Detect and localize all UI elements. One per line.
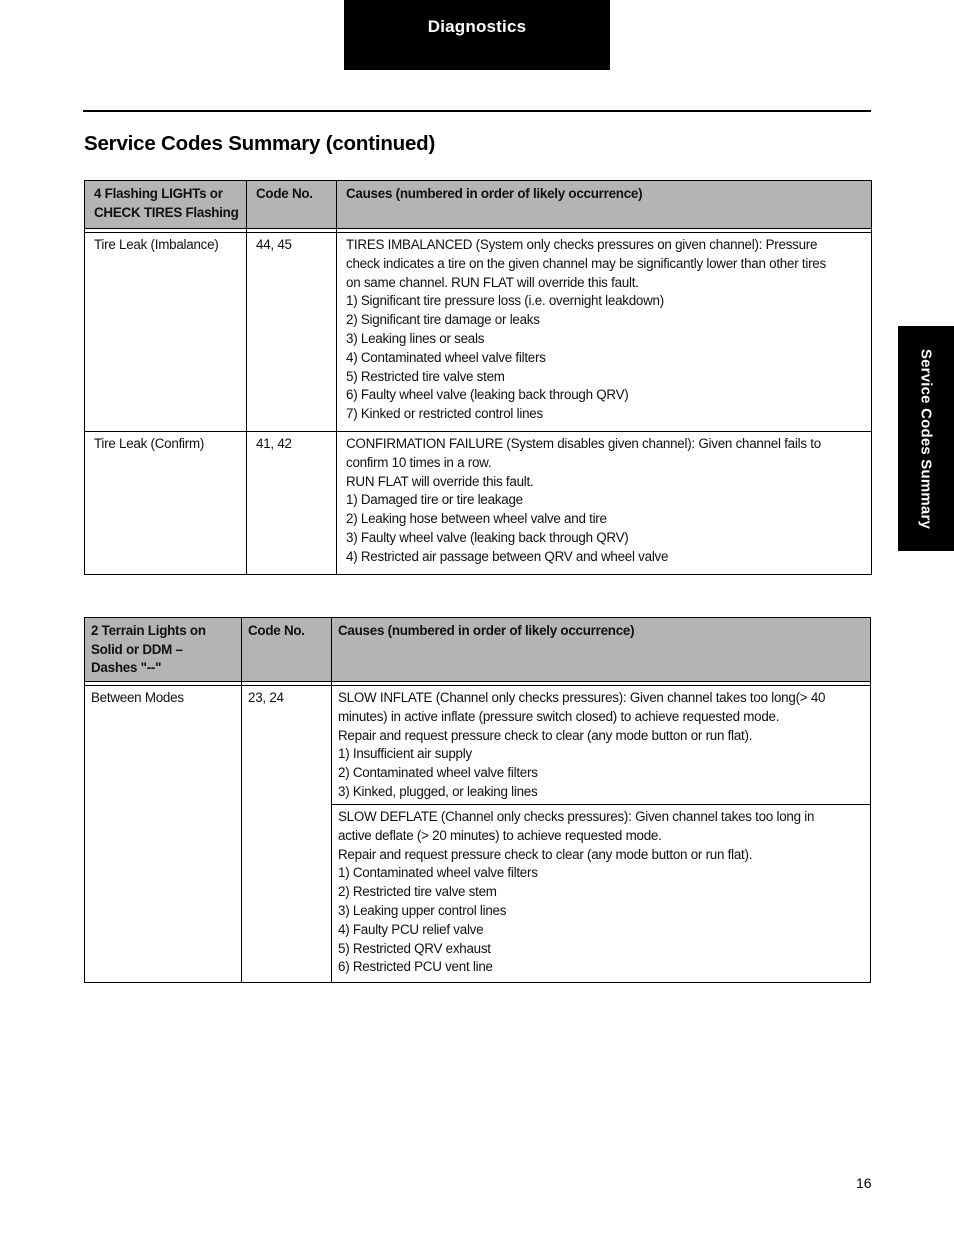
cause-line: 3) Kinked, plugged, or leaking lines xyxy=(338,783,538,799)
cause-line: 1) Insufficient air supply xyxy=(338,746,472,762)
row-causes-inflate xyxy=(332,686,871,805)
cause-line: confirm 10 times in a row. xyxy=(346,454,492,470)
cause-line: RUN FLAT will override this fault. xyxy=(346,473,534,489)
cause-line: 4) Contaminated wheel valve filters xyxy=(346,349,546,365)
column-header-condition xyxy=(85,618,242,682)
column-header-condition xyxy=(85,181,247,229)
cause-line: 3) Leaking upper control lines xyxy=(338,902,507,918)
service-codes-table-terrain xyxy=(84,617,871,983)
page-title: Service Codes Summary (continued) xyxy=(84,132,436,155)
cause-line: 5) Restricted QRV exhaust xyxy=(338,940,491,956)
column-header-causes: Causes (numbered in order of likely occurrence) xyxy=(337,181,872,229)
cause-line: on same channel. RUN FLAT will override this fault. xyxy=(346,274,639,290)
row-condition: Between Modes xyxy=(85,686,242,983)
cause-line: CONFIRMATION FAILURE (System disables given channel): Given channel fails to xyxy=(346,436,821,451)
row-causes xyxy=(337,432,872,575)
table-header-row xyxy=(85,181,872,229)
cause-line: 2) Restricted tire valve stem xyxy=(338,884,497,900)
column-header-code: Code No. xyxy=(247,181,337,229)
cause-line: Repair and request pressure check to clear (any mode button or run flat). xyxy=(338,727,753,743)
column-header-code: Code No. xyxy=(242,618,332,682)
cause-line: 2) Leaking hose between wheel valve and tire xyxy=(346,511,607,527)
cause-line: 1) Contaminated wheel valve filters xyxy=(338,865,538,881)
side-section-label: Service Codes Summary xyxy=(917,348,935,529)
cause-line: 3) Faulty wheel valve (leaking back through QRV) xyxy=(346,529,629,545)
cause-line: SLOW DEFLATE (Channel only checks pressures): Given channel takes too long in xyxy=(338,809,815,824)
cause-line: SLOW INFLATE (Channel only checks pressures): Given channel takes too long(> 40 xyxy=(338,690,826,705)
cause-line: active deflate (> 20 minutes) to achieve requested mode. xyxy=(338,827,662,843)
cause-line: 4) Faulty PCU relief valve xyxy=(338,921,484,937)
row-condition: Tire Leak (Confirm) xyxy=(85,432,247,575)
cause-line: 7) Kinked or restricted control lines xyxy=(346,406,543,422)
row-code: 41, 42 xyxy=(247,432,337,575)
header-rule xyxy=(83,110,871,112)
cause-line: 6) Faulty wheel valve (leaking back through QRV) xyxy=(346,387,629,403)
cause-line: 3) Leaking lines or seals xyxy=(346,330,485,346)
side-section-tab xyxy=(898,326,954,551)
cause-line: check indicates a tire on the given channel may be significantly lower than other tires xyxy=(346,255,826,271)
cause-line: minutes) in active inflate (pressure switch closed) to achieve requested mode. xyxy=(338,708,780,724)
row-causes-deflate xyxy=(332,805,871,983)
cause-line: 1) Significant tire pressure loss (i.e. overnight leakdown) xyxy=(346,293,664,309)
cause-line: 4) Restricted air passage between QRV and wheel valve xyxy=(346,548,669,564)
row-condition: Tire Leak (Imbalance) xyxy=(85,233,247,432)
cause-line: 1) Damaged tire or tire leakage xyxy=(346,492,523,508)
section-header-label: Diagnostics xyxy=(427,17,527,36)
row-code: 23, 24 xyxy=(242,686,332,983)
page-number: 16 xyxy=(856,1175,872,1191)
column-header-causes: Causes (numbered in order of likely occurrence) xyxy=(332,618,871,682)
section-header-tab xyxy=(344,0,610,70)
column-header-text: 4 Flashing LIGHTs or CHECK TIRES Flashing xyxy=(94,186,239,220)
cause-line: 2) Contaminated wheel valve filters xyxy=(338,765,538,781)
column-header-text: 2 Terrain Lights on Solid or DDM – Dashes "--" xyxy=(91,623,206,676)
table-header-row xyxy=(85,618,871,682)
row-code: 44, 45 xyxy=(247,233,337,432)
table-row xyxy=(85,233,872,432)
cause-line: TIRES IMBALANCED (System only checks pressures on given channel): Pressure xyxy=(346,237,818,252)
row-causes xyxy=(337,233,872,432)
cause-line: Repair and request pressure check to clear (any mode button or run flat). xyxy=(338,846,753,862)
table-row xyxy=(85,686,871,805)
cause-line: 5) Restricted tire valve stem xyxy=(346,368,505,384)
cause-line: 2) Significant tire damage or leaks xyxy=(346,312,540,328)
cause-line: 6) Restricted PCU vent line xyxy=(338,959,493,975)
table-row xyxy=(85,432,872,575)
service-codes-table-flashing xyxy=(84,180,872,575)
